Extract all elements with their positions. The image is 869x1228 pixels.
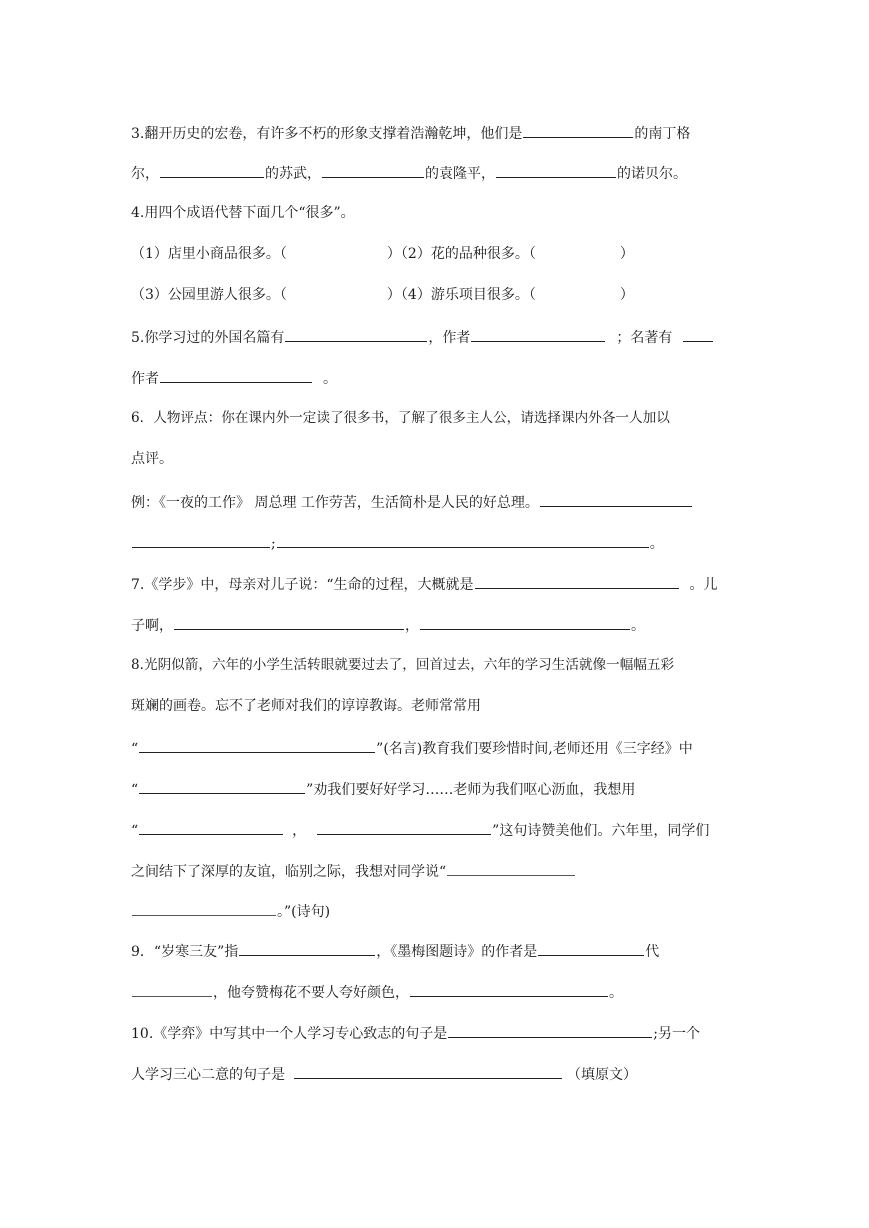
q7-text: 。: [631, 618, 645, 634]
q7-blank-3[interactable]: [420, 612, 630, 630]
q8-quote: “: [131, 782, 139, 798]
q8-blank-1[interactable]: [139, 735, 375, 753]
q3-line-2: [131, 160, 737, 184]
q7-text: 。儿: [689, 577, 718, 593]
q5-line-1: [131, 324, 737, 348]
q9-line-2: [131, 979, 737, 1003]
q6-line-2: 点评。: [131, 451, 173, 467]
q7-blank-1[interactable]: [475, 571, 679, 589]
q8-line-5: [131, 817, 737, 841]
q8-quote: “: [131, 741, 139, 757]
q6-text: 。: [649, 536, 664, 552]
q9-text: 。: [609, 985, 623, 1001]
q3-text: 尔，: [131, 166, 159, 182]
q8-text: ”这句诗赞美他们。六年里，同学们: [492, 823, 710, 839]
q3-blank-1[interactable]: [523, 120, 633, 138]
q10-line-1: [131, 1020, 737, 1044]
q5-blank-4[interactable]: [160, 365, 312, 383]
q6-line-3: [131, 489, 737, 513]
q9-text: ，《墨梅图题诗》的作者是: [376, 944, 538, 960]
q9-blank-1[interactable]: [239, 938, 375, 956]
q9-line-1: [131, 938, 737, 962]
q7-text: ，: [405, 618, 419, 634]
q5-blank-1[interactable]: [285, 324, 427, 342]
q8-line-2: 斑斓的画卷。忘不了老师对我们的谆谆教诲。老师常常用: [131, 698, 481, 714]
q10-blank-1[interactable]: [448, 1020, 652, 1038]
q9-text: ，他夸赞梅花不要人夸好颜色，: [213, 985, 409, 1001]
q8-blank-4[interactable]: [317, 817, 491, 835]
q4-item-3: （3）公园里游人很多。（: [131, 287, 287, 303]
q8-text: ，: [292, 823, 307, 839]
q8-line-1: 8.光阴似箭，六年的小学生活转眼就要过去了，回首过去，六年的学习生活就像一幅幅五彩: [131, 657, 675, 673]
q8-blank-5[interactable]: [447, 858, 575, 876]
q8-blank-3[interactable]: [139, 817, 283, 835]
q7-text: 7.《学步》中，母亲对儿子说：“生命的过程，大概就是: [131, 577, 474, 593]
q4-title: 4.用四个成语代替下面几个“很多”。: [131, 205, 355, 221]
q5-blank-2[interactable]: [471, 324, 605, 342]
q5-text: ，作者: [428, 330, 471, 346]
q8-quote: “: [131, 823, 139, 839]
q10-line-2: [131, 1061, 737, 1085]
q4-item-4: ）（4）游乐项目很多。（: [386, 287, 536, 303]
q8-line-7: [131, 898, 737, 922]
q5-blank-3[interactable]: [683, 324, 713, 342]
q3-text: 的诺贝尔。: [617, 166, 687, 182]
q7-blank-2[interactable]: [174, 612, 404, 630]
q9-text: 代: [645, 944, 660, 960]
q6-example: 例：《一夜的工作》 周总理 工作劳苦，生活简朴是人民的好总理。: [131, 495, 539, 511]
q6-blank-2[interactable]: [132, 530, 270, 548]
q10-text: 10.《学弈》中写其中一个人学习专心致志的句子是: [131, 1026, 448, 1042]
q4-paren: ）: [619, 246, 634, 262]
q9-blank-4[interactable]: [410, 979, 608, 997]
q9-blank-3[interactable]: [132, 979, 212, 997]
q10-text: ;另一个: [653, 1026, 700, 1042]
q8-line-6: [131, 858, 737, 882]
q5-text: 。: [323, 371, 337, 387]
q8-blank-2[interactable]: [139, 776, 305, 794]
q9-text: 9．“岁寒三友”指: [131, 944, 239, 960]
q6-blank-1[interactable]: [540, 489, 692, 507]
q8-line-4: [131, 776, 737, 800]
q5-line-2: [131, 365, 737, 389]
q4-line-1: [131, 242, 737, 266]
q8-text: 之间结下了深厚的友谊，临别之际，我想对同学说“: [131, 864, 447, 880]
q3-blank-2[interactable]: [160, 160, 264, 178]
q6-blank-3[interactable]: [277, 530, 649, 548]
q10-text: （填原文）: [567, 1067, 637, 1083]
q7-line-2: [131, 612, 737, 636]
q10-blank-2[interactable]: [294, 1061, 562, 1079]
q4-item-2: ）（2）花的品种很多。（: [386, 246, 536, 262]
q3-blank-3[interactable]: [322, 160, 424, 178]
q4-item-1: （1）店里小商品很多。（: [131, 246, 287, 262]
q3-text: 3.翻开历史的宏卷，有许多不朽的形象支撑着浩瀚乾坤，他们是: [131, 126, 523, 142]
q4-paren: ）: [619, 287, 634, 303]
q6-line-4: [131, 530, 737, 554]
q7-text: 子啊，: [131, 618, 173, 634]
q5-text: 5.你学习过的外国名篇有: [131, 330, 285, 346]
q10-text: 人学习三心二意的句子是: [131, 1067, 285, 1083]
q6-line-1: 6．人物评点：你在课内外一定读了很多书，了解了很多主人公，请选择课内外各一人加以: [131, 410, 670, 426]
q8-text: ”劝我们要好好学习……老师为我们呕心沥血，我想用: [306, 782, 636, 798]
q4-line-2: [131, 283, 737, 307]
q8-text: 。”(诗句): [277, 904, 331, 920]
q6-text: ;: [271, 536, 276, 552]
q3-blank-4[interactable]: [496, 160, 616, 178]
q9-blank-2[interactable]: [538, 938, 644, 956]
q3-text: 的袁隆平，: [425, 166, 495, 182]
q8-text: ”(名言)教育我们要珍惜时间,老师还用《三字经》中: [376, 741, 693, 757]
q8-blank-6[interactable]: [132, 898, 276, 916]
q5-text: ；名著有: [616, 330, 673, 346]
q3-line-1: [131, 120, 737, 144]
q7-line-1: [131, 571, 737, 595]
q8-line-3: [131, 735, 737, 759]
q3-text: 的南丁格: [634, 126, 691, 142]
q3-text: 的苏武，: [265, 166, 321, 182]
q5-text: 作者: [131, 371, 159, 387]
